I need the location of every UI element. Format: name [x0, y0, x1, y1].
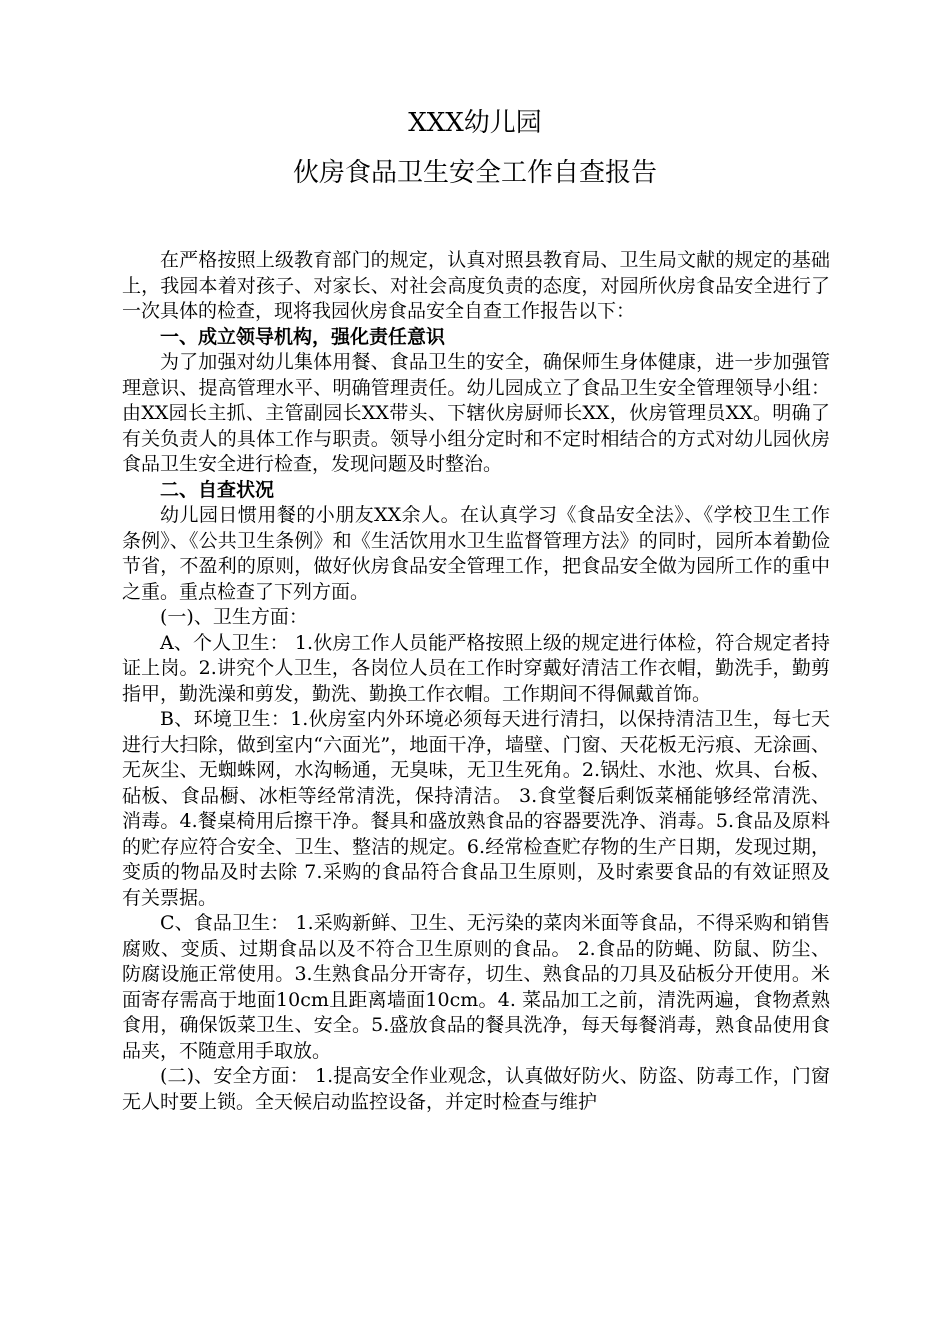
safety-paragraph: (二)、安全方面： 1.提高安全作业观念，认真做好防火、防盗、防毒工作，门窗无人时要上锁。全天候启动监控设备，并定时检查与维护 [122, 1065, 830, 1113]
school-name-title: XXX幼儿园 [408, 108, 542, 138]
report-body [122, 248, 830, 1115]
section2-heading: 二、自查状况 [160, 478, 275, 501]
food-hygiene-paragraph: C、食品卫生： 1.采购新鲜、卫生、无污染的菜肉米面等食品，不得采购和销售腐败、变质、过期食品以及不符合卫生原则的食品。 2.食品的防蝇、防鼠、防尘、防腐设施正常使用。3.生熟食品分开寄存，切生、熟食品的刀具及砧板分开使用。米面寄存需高于地面10cm且距离墙面10cm。4. 菜品加工之前，清洗两遍，食物煮熟食用，确保饭菜卫生、安全。5.盛放食品的餐具洗净，每天每餐消毒，熟食品使用食品夹，不随意用手取放。 [122, 912, 830, 1062]
environment-hygiene-paragraph: B、环境卫生：1.伙房室内外环境必须每天进行清扫，以保持清洁卫生，每七天进行大扫除，做到室内“六面光”，地面干净，墙壁、门窗、天花板无污痕、无涂画、无灰尘、无蜘蛛网，水沟畅通，无臭味，无卫生死角。2.锅灶、水池、炊具、台板、砧板、食品橱、冰柜等经常清洗，保持清洁。 3.食堂餐后剩饭菜桶能够经常清洗、消毒。4.餐桌椅用后擦干净。餐具和盛放熟食品的容器要洗净、消毒。5.食品及原料的贮存应符合安全、卫生、整洁的规定。6.经常检查贮存物的生产日期，发现过期，变质的物品及时去除 7.采购的食品符合食品卫生原则，及时索要食品的有效证照及有关票据。 [122, 708, 830, 909]
personal-hygiene-paragraph: A、个人卫生： 1.伙房工作人员能严格按照上级的规定进行体检，符合规定者持证上岗。2.讲究个人卫生，各岗位人员在工作时穿戴好清洁工作衣帽，勤洗手，勤剪指甲，勤洗澡和剪发，勤洗、勤换工作衣帽。工作期间不得佩戴首饰。 [122, 631, 830, 705]
section2-paragraph: 幼儿园日惯用餐的小朋友XX余人。在认真学习《食品安全法》、《学校卫生工作条例》、《公共卫生条例》和《生活饮用水卫生监督管理方法》的同时，园所本着勤俭节省，不盈利的原则，做好伙房食品安全管理工作，把食品安全做为园所工作的重中之重。重点检查了下列方面。 [122, 504, 830, 603]
hygiene-subheading: (一)、卫生方面： [160, 606, 308, 628]
intro-paragraph: 在严格按照上级教育部门的规定，认真对照县教育局、卫生局文献的规定的基础上，我园本着对孩子、对家长、对社会高度负责的态度，对园所伙房食品安全进行了一次具体的检查，现将我园伙房食品安全自查工作报告以下： [122, 249, 830, 322]
section1-paragraph: 为了加强对幼儿集体用餐、食品卫生的安全，确保师生身体健康，进一步加强管理意识、提高管理水平、明确管理责任。幼儿园成立了食品卫生安全管理领导小组：由XX园长主抓、主管副园长XX带头、下辖伙房厨师长XX，伙房管理员XX。明确了有关负责人的具体工作与职责。领导小组分定时和不定时相结合的方式对幼儿园伙房食品卫生安全进行检查，发现问题及时整治。 [122, 351, 830, 475]
report-title: 伙房食品卫生安全工作自查报告 [292, 158, 657, 188]
section1-heading: 一、成立领导机构，强化责任意识 [160, 325, 446, 348]
